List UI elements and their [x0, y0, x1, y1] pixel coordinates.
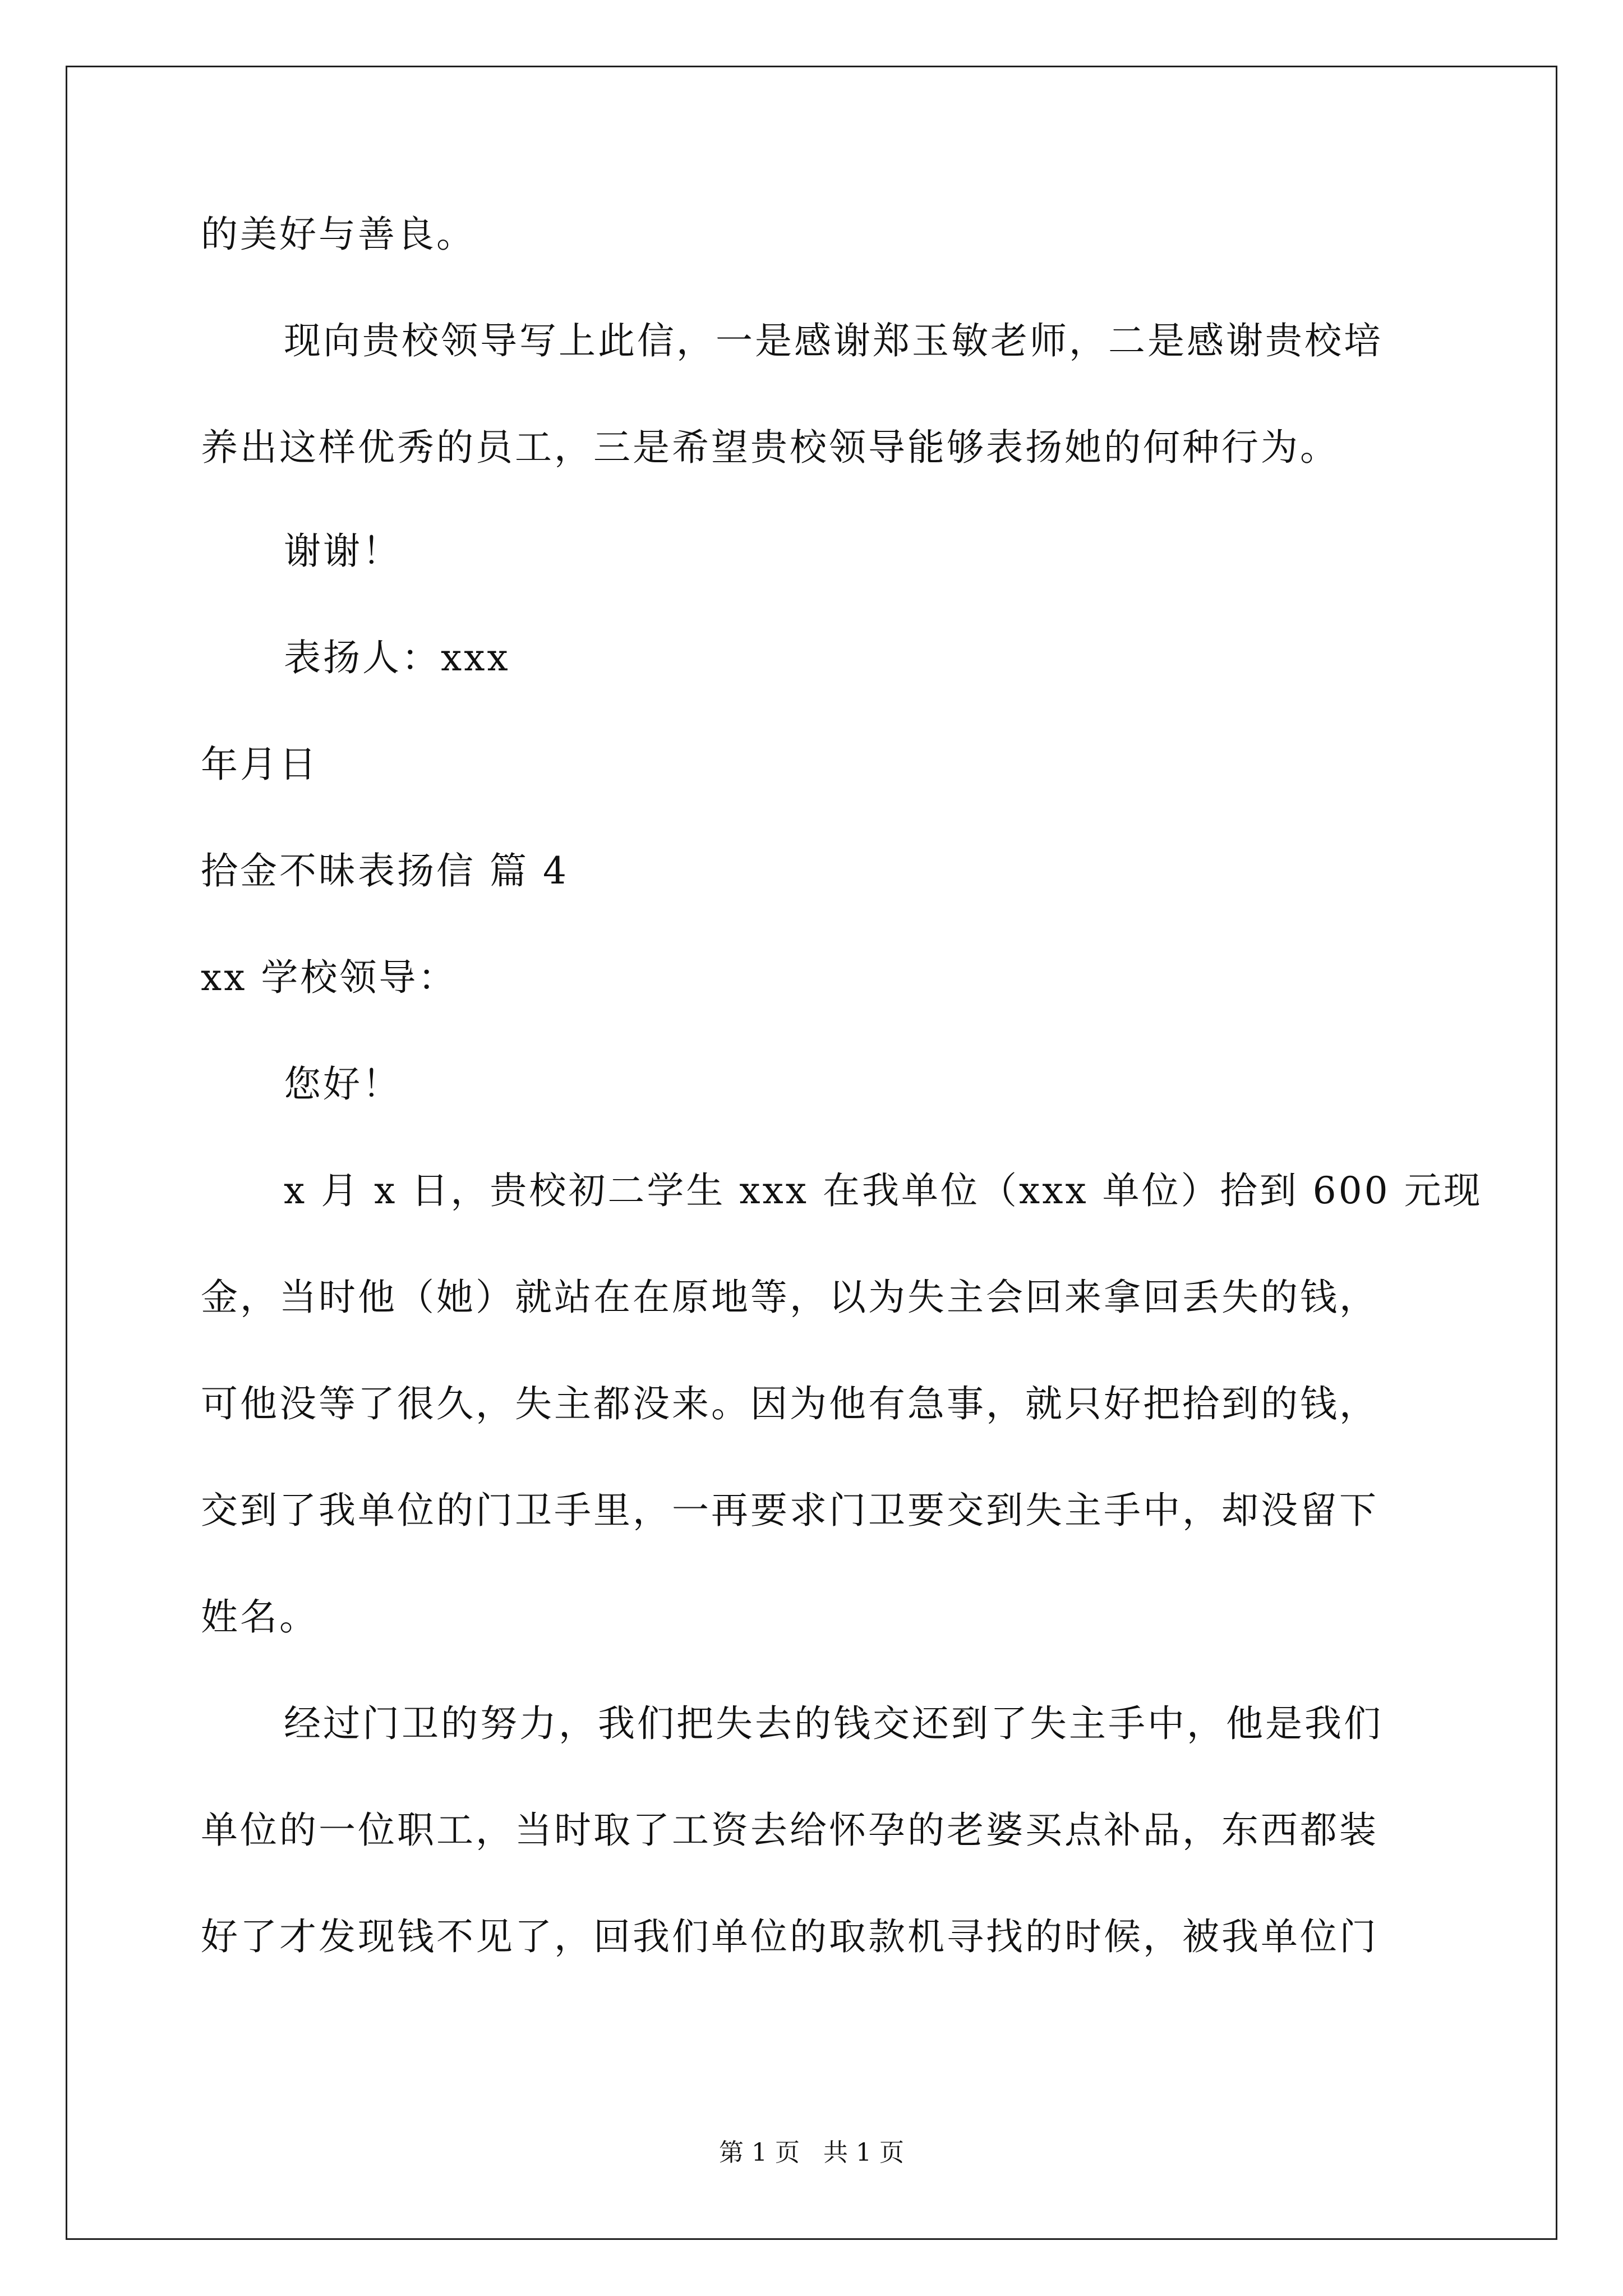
text-line: 单位的一位职工，当时取了工资去给怀孕的老婆买点补品，东西都装	[201, 1809, 1378, 1852]
text-line: x 月 x 日，贵校初二学生 xxx 在我单位（xxx 单位）拾到 600 元现	[284, 1169, 1483, 1212]
text-line: 好了才发现钱不见了，回我们单位的取款机寻找的时候，被我单位门	[201, 1915, 1378, 1958]
signature-line: 表扬人：xxx	[284, 636, 510, 679]
text-line: 交到了我单位的门卫手里，一再要求门卫要交到失主手中，却没留下	[201, 1489, 1378, 1532]
closing-thanks: 谢谢！	[284, 530, 402, 573]
salutation: xx 学校领导：	[201, 956, 458, 999]
text-line: 养出这样优秀的员工，三是希望贵校领导能够表扬她的何种行为。	[201, 426, 1339, 469]
text-line: 金，当时他（她）就站在在原地等，以为失主会回来拿回丢失的钱，	[201, 1276, 1378, 1319]
section-heading: 拾金不昧表扬信 篇 4	[201, 849, 569, 892]
date-line: 年月日	[201, 743, 319, 786]
text-line: 的美好与善良。	[201, 213, 476, 256]
text-line: 经过门卫的努力，我们把失去的钱交还到了失主手中，他是我们	[284, 1702, 1383, 1745]
text-line: 可他没等了很久，失主都没来。因为他有急事，就只好把拾到的钱，	[201, 1382, 1378, 1425]
text-line: 现向贵校领导写上此信，一是感谢郑玉敏老师，二是感谢贵校培	[284, 319, 1383, 362]
greeting: 您好！	[284, 1062, 402, 1106]
page-number: 第 1 页 共 1 页	[719, 2138, 904, 2167]
text-line: 姓名。	[201, 1595, 319, 1639]
